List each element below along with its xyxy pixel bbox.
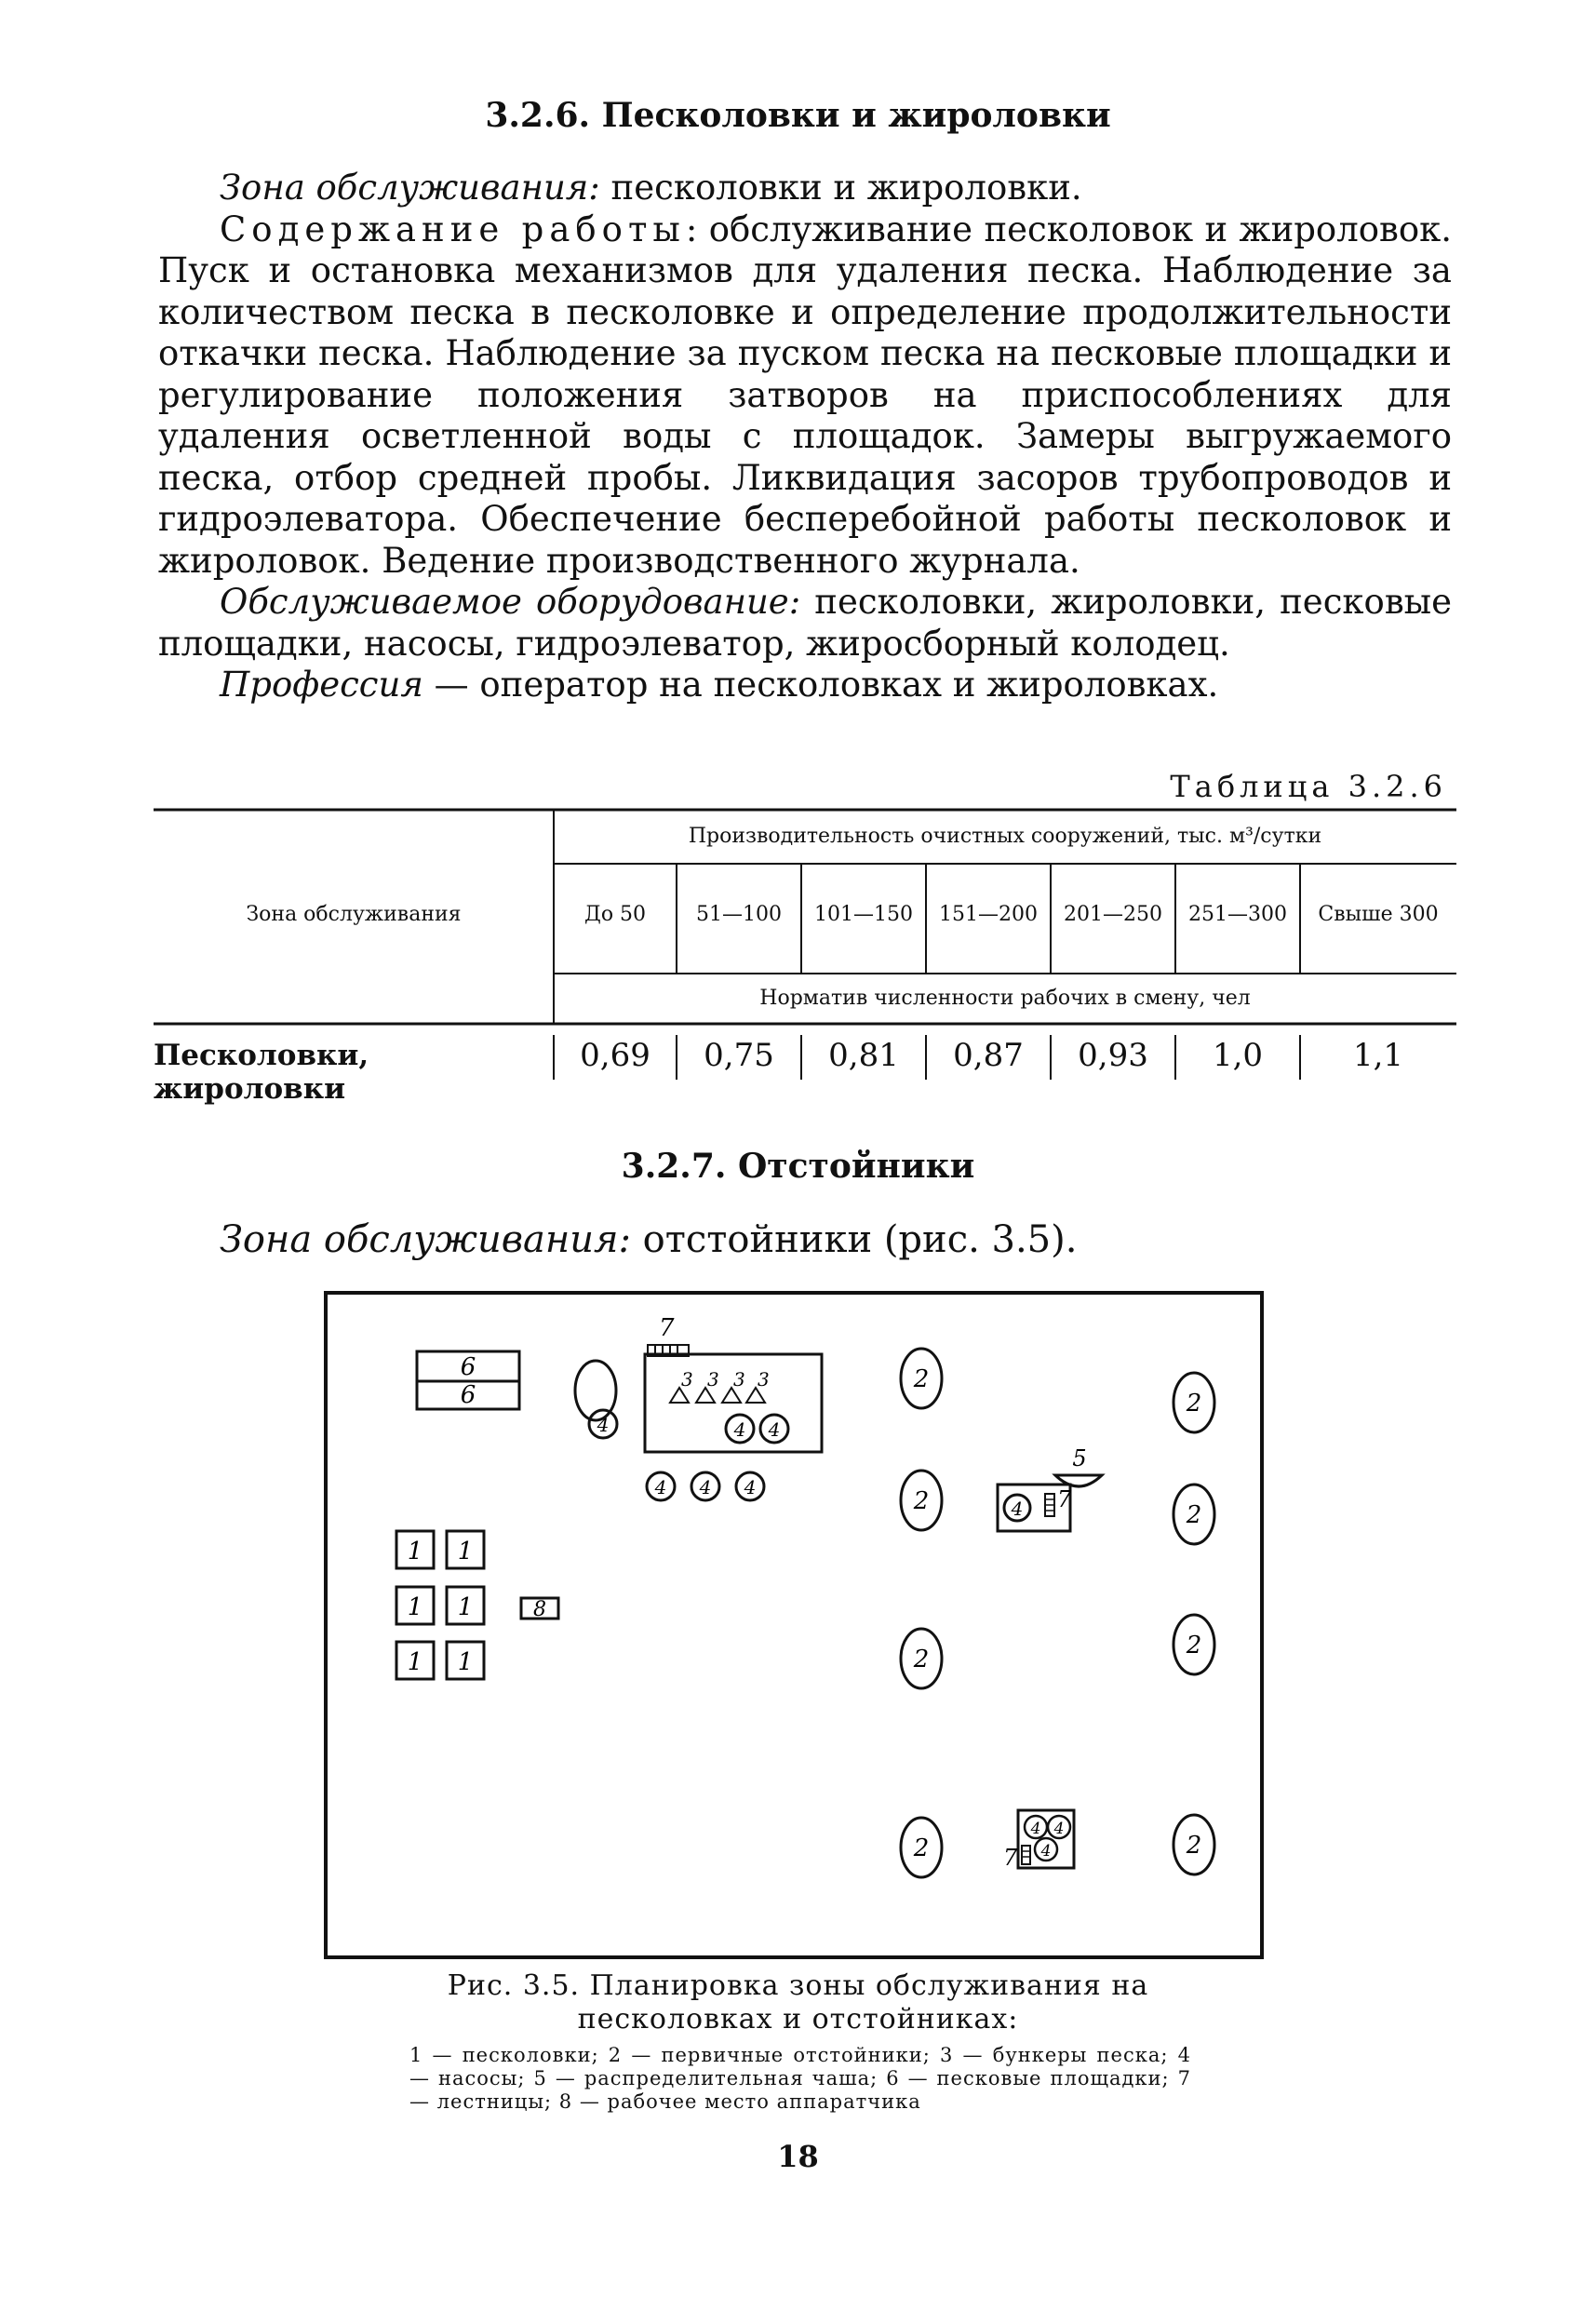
pump-marker <box>589 1410 617 1438</box>
row-label: Песколовки, жироловки <box>154 1039 369 1106</box>
equipment-label: Обслуживаемое оборудование: <box>220 582 801 622</box>
column-header: Свыше 300 <box>1318 903 1439 926</box>
sand-pad <box>417 1351 519 1381</box>
content-label: Содержание работы <box>220 208 686 249</box>
pump-house-top <box>998 1485 1072 1531</box>
table-cell: 0,81 <box>828 1037 899 1074</box>
zone-text: песколовки и жироловки. <box>599 168 1082 208</box>
svg-text:4: 4 <box>654 1476 667 1498</box>
figure-caption-line1: Рис. 3.5. Планировка зоны обслуживания на <box>447 1969 1149 2002</box>
svg-text:2: 2 <box>913 1646 930 1673</box>
table-cell: 1,0 <box>1212 1037 1264 1074</box>
hopper-marker <box>722 1368 745 1403</box>
pump-marker <box>691 1472 719 1500</box>
layout-figure <box>324 1291 1264 1959</box>
svg-text:2: 2 <box>1186 1832 1202 1860</box>
sand-trap <box>396 1587 434 1624</box>
equipment-paragraph <box>158 582 1452 665</box>
sand-trap <box>447 1587 484 1624</box>
svg-text:7: 7 <box>1003 1845 1018 1871</box>
page-number: 18 <box>777 2139 819 2174</box>
norm-header: Норматив численности рабочих в смену, чел <box>759 987 1251 1010</box>
profession-text: — оператор на песколовках и жироловках. <box>422 665 1219 705</box>
svg-text:1: 1 <box>407 1593 423 1621</box>
settler <box>1174 1815 1214 1874</box>
column-header: 251—300 <box>1188 903 1287 926</box>
hopper-marker <box>696 1368 719 1403</box>
column-header: 151—200 <box>939 903 1038 926</box>
svg-text:1: 1 <box>457 1648 474 1676</box>
table-cell: 0,87 <box>953 1037 1024 1074</box>
svg-text:1: 1 <box>457 1593 474 1621</box>
distribution-bowl <box>1055 1445 1102 1486</box>
svg-text:4: 4 <box>768 1418 781 1441</box>
column-header: 51—100 <box>696 903 782 926</box>
svg-text:3: 3 <box>758 1368 770 1391</box>
figure-legend: 1 — песколовки; 2 — первичные отстойники; 3 — бункеры песка; 4 — насосы; 5 — распределительная чаша; 6 — песковые площадки; 7 — лестницы; 8 — рабочее место аппаратчика <box>409 2044 1191 2113</box>
sand-trap <box>396 1642 434 1679</box>
settler <box>901 1818 942 1877</box>
svg-text:4: 4 <box>1011 1498 1024 1520</box>
content-paragraph <box>158 209 1452 583</box>
svg-text:5: 5 <box>1072 1445 1087 1471</box>
pump-marker <box>760 1415 788 1443</box>
profession-label: Профессия <box>220 665 423 705</box>
sand-pad <box>417 1381 519 1409</box>
column-header: До 50 <box>583 903 647 926</box>
capacity-header: Производительность очистных сооружений, тыс. м³/сутки <box>688 825 1322 848</box>
sand-trap <box>447 1642 484 1679</box>
svg-text:4: 4 <box>744 1476 757 1498</box>
settler <box>901 1471 942 1530</box>
sand-trap <box>447 1531 484 1568</box>
settler <box>1174 1373 1214 1432</box>
table-cell: 0,75 <box>704 1037 774 1074</box>
profession-paragraph <box>158 665 1452 706</box>
pump-marker <box>647 1472 675 1500</box>
section2-body <box>158 1219 1452 1261</box>
table-cell: 0,69 <box>580 1037 650 1074</box>
content-text: : обслуживание песколовок и жироловок. Пуск и остановка механизмов для удаления песка. Наблюдение за количеством песка в песколовке и определение продолжительности откачки песка. Наблюдение за пуском песка на песковые площадки и регулирование положения затворов на приспособлениях для удаления осветленной воды с площадок. Замеры выгружаемого песка, отбор средней пробы. Ликвидация засоров трубопроводов и гидроэлеватора. Обеспечение бесперебойной работы песколовок и жироловок. Ведение производственного журнала. <box>158 208 1452 581</box>
section-heading-settlers: 3.2.7. Отстойники <box>621 1147 975 1186</box>
table-cell: 0,93 <box>1078 1037 1148 1074</box>
sand-trap <box>396 1531 434 1568</box>
settler <box>1174 1485 1214 1544</box>
settler <box>1174 1615 1214 1674</box>
svg-text:4: 4 <box>1053 1820 1065 1838</box>
svg-text:2: 2 <box>913 1834 930 1862</box>
zone-text-2: отстойники (рис. 3.5). <box>630 1218 1078 1261</box>
svg-text:1: 1 <box>407 1538 423 1565</box>
norm-table <box>154 808 1456 1106</box>
column-header: 201—250 <box>1064 903 1162 926</box>
svg-text:2: 2 <box>1186 1632 1202 1659</box>
zone-paragraph <box>158 168 1452 209</box>
section-heading-sand-traps: 3.2.6. Песколовки и жироловки <box>485 96 1111 135</box>
equipment-text: песколовки, жироловки, песковые площадки, насосы, гидроэлеватор, жиросборный колодец. <box>158 582 1452 664</box>
svg-text:4: 4 <box>1030 1820 1041 1838</box>
svg-text:7: 7 <box>1057 1486 1072 1512</box>
zone-label-2: Зона обслуживания: <box>220 1218 631 1261</box>
svg-text:3: 3 <box>707 1368 719 1391</box>
svg-text:1: 1 <box>457 1538 474 1565</box>
svg-text:1: 1 <box>407 1648 423 1676</box>
svg-text:6: 6 <box>460 1381 476 1409</box>
pump-house-bottom <box>1003 1810 1074 1871</box>
svg-text:3: 3 <box>681 1368 693 1391</box>
svg-text:3: 3 <box>733 1368 745 1391</box>
svg-text:4: 4 <box>1040 1842 1052 1861</box>
settler <box>901 1629 942 1688</box>
operator-workplace <box>521 1598 558 1621</box>
zone-paragraph-2 <box>158 1219 1452 1261</box>
svg-text:7: 7 <box>659 1314 675 1342</box>
svg-text:2: 2 <box>1186 1390 1202 1418</box>
hopper-marker <box>746 1368 770 1403</box>
table-cell: 1,1 <box>1352 1037 1404 1074</box>
pump-marker <box>726 1415 754 1443</box>
svg-text:6: 6 <box>460 1353 476 1381</box>
svg-text:4: 4 <box>699 1476 712 1498</box>
settler <box>901 1349 942 1408</box>
column-header: 101—150 <box>814 903 913 926</box>
svg-text:4: 4 <box>597 1414 610 1436</box>
zone-header: Зона обслуживания <box>246 903 462 926</box>
table-label: Таблица 3.2.6 <box>1170 769 1447 804</box>
svg-text:2: 2 <box>1186 1501 1202 1529</box>
svg-text:8: 8 <box>533 1598 546 1621</box>
figure-caption-line2: песколовках и отстойниках: <box>577 2003 1019 2036</box>
svg-text:2: 2 <box>913 1487 930 1515</box>
hopper-marker <box>670 1368 693 1403</box>
section1-body <box>158 168 1452 706</box>
svg-text:4: 4 <box>733 1418 746 1441</box>
zone-label: Зона обслуживания: <box>220 168 600 208</box>
svg-text:2: 2 <box>913 1365 930 1393</box>
pump-marker <box>736 1472 764 1500</box>
